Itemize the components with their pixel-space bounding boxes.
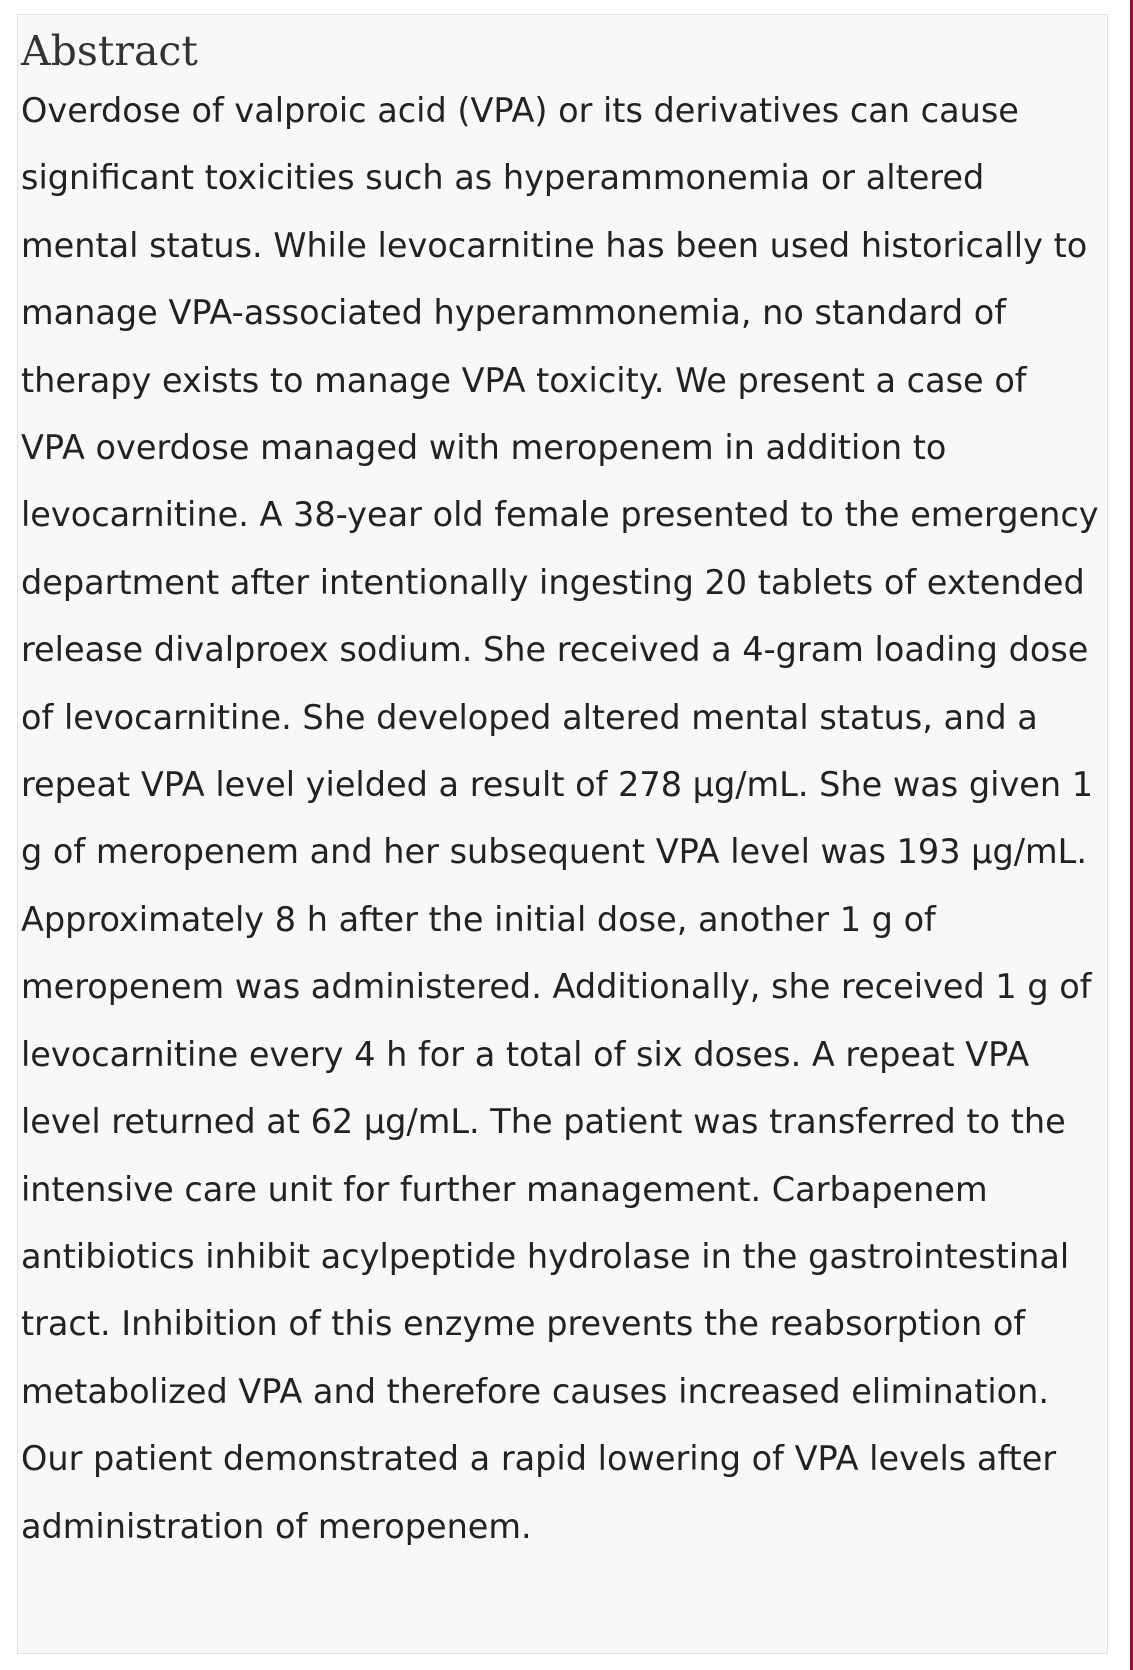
abstract-section: [17, 14, 1108, 1654]
abstract-text: Overdose of valproic acid (VPA) or its derivatives can cause significant toxicities such as hyperammonemia or altered mental status. While levocarnitine has been used historically to manage VPA-associated hyperammonemia, no standard of therapy exists to manage VPA toxicity. We present a case of VPA overdose managed with meropenem in addition to levocarnitine. A 38-year old female presented to the emergency department after intentionally ingesting 20 tablets of extended release divalproex sodium. She received a 4-gram loading dose of levocarnitine. She developed altered mental status, and a repeat VPA level yielded a result of 278 μg/mL. She was given 1 g of meropenem and her subsequent VPA level was 193 μg/mL. Approximately 8 h after the initial dose, another 1 g of meropenem was administered. Additionally, she received 1 g of levocarnitine every 4 h for a total of six doses. A repeat VPA level returned at 62 μg/mL. The patient was transferred to the intensive care unit for further management. Carbapenem antibiotics inhibit acylpeptide hydrolase in the gastrointestinal tract. Inhibition of this enzyme prevents the reabsorption of metabolized VPA and therefore causes increased elimination. Our patient demonstrated a rapid lowering of VPA levels after administration of meropenem.: [21, 91, 1099, 1546]
abstract-heading: Abstract: [21, 27, 198, 75]
